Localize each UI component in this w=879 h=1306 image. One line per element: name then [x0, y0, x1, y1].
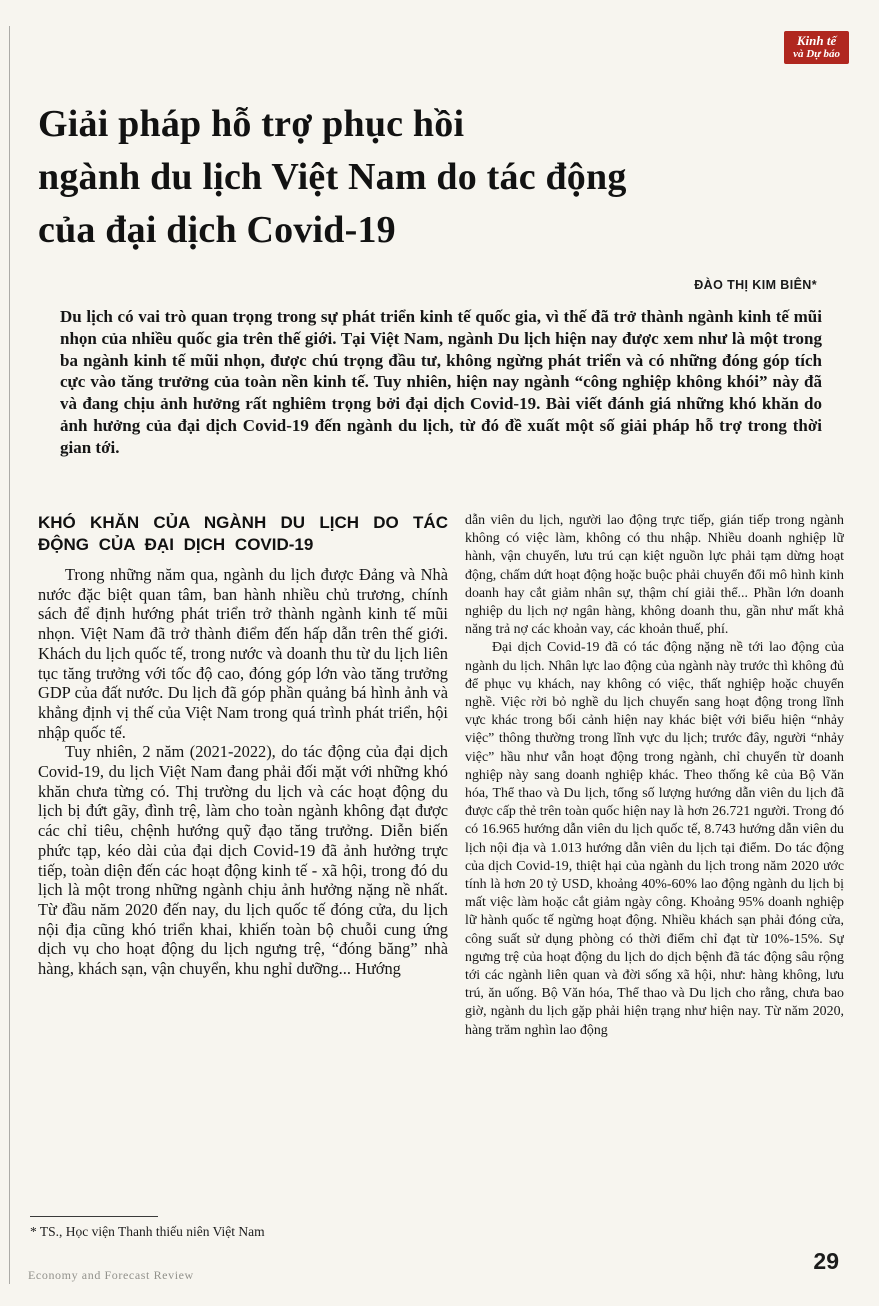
article-title-line1: Giải pháp hỗ trợ phục hồi	[38, 103, 465, 145]
footnote: * TS., Học viện Thanh thiếu niên Việt Nam	[30, 1224, 265, 1239]
journal-name-footer: Economy and Forecast Review	[28, 1268, 194, 1282]
body-paragraph: Tuy nhiên, 2 năm (2021-2022), do tác động của đại dịch Covid-19, du lịch Việt Nam đang phải đối mặt với những khó khăn chưa từng có. Thị trường du lịch và các hoạt động du lịch bị đứt gãy, đình trệ, làm cho toàn ngành không đạt được các chỉ tiêu, chệnh hướng quỹ đạo tăng trưởng. Diễn biến phức tạp, kéo dài của đại dịch Covid-19 đã ảnh hưởng trực tiếp, toàn diện đến các hoạt động kinh tế - xã hội, trong đó du lịch là một trong những ngành chịu ảnh hưởng nặng nề nhất. Từ đầu năm 2020 đến nay, du lịch quốc tế đóng cửa, du lịch nội địa cũng khó triển khai, khiến toàn bộ chuỗi cung ứng dịch vụ cho hoạt động du lịch ngưng trệ, “đóng băng” nhà hàng, khách sạn, vận chuyển, khu nghỉ dưỡng... Hướng	[38, 742, 448, 979]
right-column	[465, 512, 844, 1212]
section-heading: KHÓ KHĂN CỦA NGÀNH DU LỊCH DO TÁC ĐỘNG CỦA ĐẠI DỊCH COVID-19	[38, 513, 448, 554]
journal-logo-badge	[784, 31, 849, 64]
left-column	[38, 512, 448, 1212]
article-title	[38, 98, 843, 257]
scan-artifact-line	[9, 26, 10, 1284]
author-name: ĐÀO THỊ KIM BIÊN*	[694, 278, 817, 292]
abstract: Du lịch có vai trò quan trọng trong sự phát triển kinh tế quốc gia, vì thế đã trở thành ngành kinh tế mũi nhọn của nhiều quốc gia trên thế giới. Tại Việt Nam, ngành Du lịch hiện nay được xem như là một trong ba ngành kinh tế mũi nhọn, được chú trọng đầu tư, không ngừng phát triển và có những đóng góp tích cực vào tăng trưởng của toàn nền kinh tế. Tuy nhiên, hiện nay ngành “công nghiệp không khói” này đã và đang chịu ảnh hưởng rất nghiêm trọng bởi đại dịch Covid-19. Bài viết đánh giá những khó khăn do ảnh hưởng của đại dịch Covid-19 đến ngành du lịch, từ đó đề xuất một số giải pháp hỗ trợ trong thời gian tới.	[60, 307, 822, 457]
journal-logo-line2: và Dự báo	[793, 48, 840, 61]
body-paragraph: Đại dịch Covid-19 đã có tác động nặng nề tới lao động của ngành du lịch. Nhân lực lao động của ngành này trước thì không đủ để phục vụ khách, nay không có việc, thất nghiệp hoặc chuyển nghề. Việc rời bỏ nghề du lịch chuyển sang hoạt động trong lĩnh vực khác trong bối cảnh hiện nay khác biệt với biểu hiện “nhảy việc” thông thường trong lĩnh vực du lịch; trước đây, người “nhảy việc” hầu như vẫn hoạt động trong ngành, chỉ chuyển từ doanh nghiệp này sang doanh nghiệp khác. Theo thống kê của Bộ Văn hóa, Thể thao và Du lịch, tổng số lượng hướng dẫn viên du lịch đã được cấp thẻ trên toàn quốc hiện nay là hơn 26.721 người. Trong đó có 16.965 hướng dẫn viên du lịch quốc tế, 8.743 hướng dẫn viên du lịch nội địa và 1.013 hướng dẫn viên du lịch tại điểm. Do tác động của dịch Covid-19, thiệt hại của ngành du lịch trong năm 2020 ước tính là hơn 20 tỷ USD, khoảng 40%-60% lao động ngành du lịch bị mất việc làm hoặc cắt giảm ngày công. Khoảng 95% doanh nghiệp lữ hành quốc tế ngừng hoạt động. Nhiều khách sạn phải đóng cửa, công suất sử dụng phòng có thời điểm chỉ đạt từ 10%-15%. Sự ngưng trệ của hoạt động du lịch do dịch bệnh đã tác động sâu rộng tới các ngành liên quan và đời sống xã hội, như: hàng không, lưu trú, ăn uống. Bộ Văn hóa, Thể thao và Du lịch cho rằng, chưa bao giờ, ngành du lịch gặp phải hiện trạng như hiện nay. Từ năm 2020, hàng trăm nghìn lao động	[465, 640, 844, 1038]
article-title-line3: của đại dịch Covid-19	[38, 209, 396, 251]
article-body	[38, 512, 844, 1212]
body-paragraph: dẫn viên du lịch, người lao động trực tiếp, gián tiếp trong ngành không có việc làm, không có thu nhập. Nhiều doanh nghiệp lữ hành, vận chuyển, lưu trú cạn kiệt nguồn lực phải tạm dừng hoạt động, chấm dứt hoạt động hoặc buộc phải chuyển đổi mô hình kinh doanh hay cắt giảm nhân sự, thậm chí giải thể... Phần lớn doanh nghiệp du lịch nợ ngân hàng, không doanh thu, gần như mất khả năng trả nợ các khoản vay, các khoản thuế, phí.	[465, 513, 844, 638]
journal-logo-line1: Kinh tế	[796, 33, 837, 48]
article-title-line2: ngành du lịch Việt Nam do tác động	[38, 156, 627, 198]
body-paragraph: Trong những năm qua, ngành du lịch được Đảng và Nhà nước đặc biệt quan tâm, ban hành nhiều chủ trương, chính sách để định hướng phát triển trở thành ngành kinh tế mũi nhọn. Việt Nam đã trở thành điểm đến hấp dẫn trên thế giới. Khách du lịch quốc tế, trong nước và doanh thu từ du lịch liên tục tăng trưởng với tốc độ cao, đóng góp lớn vào tăng trưởng GDP của đất nước. Du lịch đã góp phần quảng bá hình ảnh và khẳng định vị thế của Việt Nam trong quá trình phát triển, hội nhập quốc tế.	[38, 565, 448, 742]
page-number: 29	[813, 1248, 839, 1274]
footnote-divider	[30, 1216, 158, 1217]
